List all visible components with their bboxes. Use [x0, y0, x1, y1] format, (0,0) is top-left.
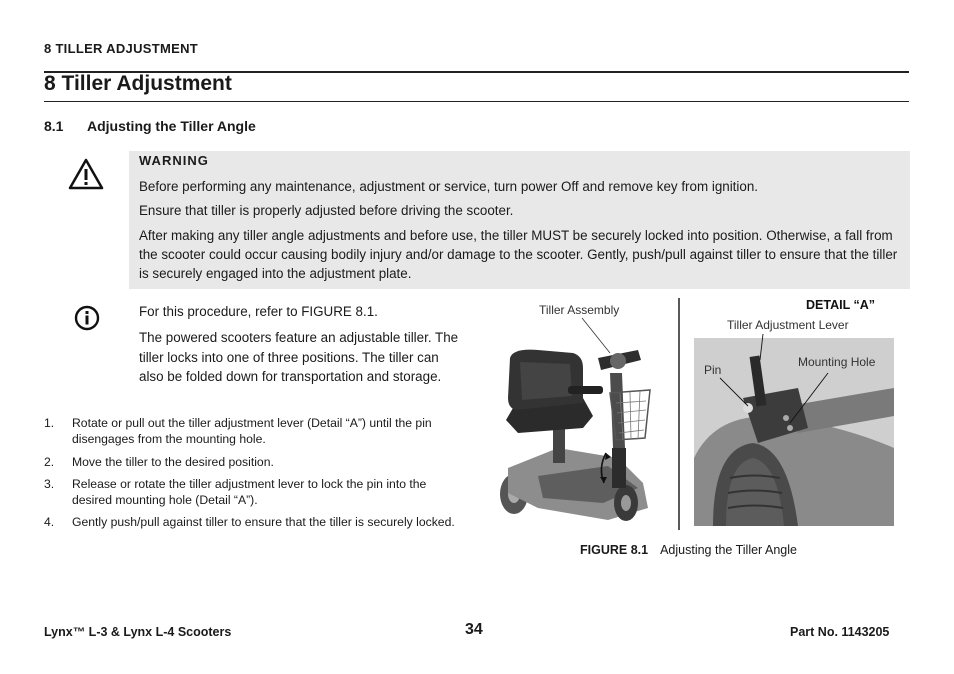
step-number: 2. — [44, 455, 55, 469]
label-detail-a: DETAIL “A” — [806, 298, 875, 312]
footer-page-number: 34 — [465, 621, 483, 638]
step-number: 4. — [44, 515, 55, 529]
warning-paragraph-3: After making any tiller angle adjustments and before use, the tiller MUST be securely locked into position. Otherwise, a fall from the scooter could occur causing bodily injury and/or damage to the scooter. Gently, push/pull against tiller to ensure that the tiller is securely engaged into the adjustment plate. — [139, 228, 898, 281]
label-mounting-hole: Mounting Hole — [798, 355, 876, 369]
label-tiller-assembly: Tiller Assembly — [539, 303, 620, 317]
list-item — [44, 476, 464, 508]
label-pin: Pin — [704, 363, 722, 377]
running-head: 8 TILLER ADJUSTMENT — [44, 41, 199, 56]
figure-caption — [580, 543, 797, 557]
chapter-title: 8 Tiller Adjustment — [44, 72, 232, 95]
label-tiller-adjustment-lever: Tiller Adjustment Lever — [727, 318, 849, 332]
list-item — [44, 415, 464, 447]
section-title-text: Adjusting the Tiller Angle — [87, 118, 256, 134]
step-text: Rotate or pull out the tiller adjustment lever (Detail “A”) until the pin disengages from the mounting hole. — [72, 416, 432, 446]
step-number: 1. — [44, 416, 55, 430]
section-title — [44, 118, 256, 134]
figure-caption-number: FIGURE 8.1 — [580, 543, 649, 557]
step-text: Gently push/pull against tiller to ensure that the tiller is securely locked. — [72, 515, 455, 529]
warning-triangle-icon — [68, 158, 104, 190]
info-circle-icon — [74, 305, 100, 331]
step-text: Release or rotate the tiller adjustment lever to lock the pin into the desired mounting hole (Detail “A”). — [72, 477, 427, 507]
list-item — [44, 514, 464, 546]
scooter-image — [500, 318, 650, 521]
footer-part-number: Part No. 1143205 — [790, 625, 890, 639]
header-rule-bottom — [44, 101, 909, 102]
info-paragraph: The powered scooters feature an adjustable tiller. The tiller locks into one of three positions. The tiller can also be folded down for transportation and storage. — [139, 330, 459, 384]
footer-product-name: Lynx™ L-3 & Lynx L-4 Scooters — [44, 625, 232, 639]
step-number: 3. — [44, 477, 55, 491]
section-number: 8.1 — [44, 118, 64, 134]
warning-paragraph-1: Before performing any maintenance, adjustment or service, turn power Off and remove key from ignition. — [139, 179, 758, 194]
info-reference: For this procedure, refer to FIGURE 8.1. — [139, 304, 378, 319]
step-text: Move the tiller to the desired position. — [72, 455, 274, 469]
figure-caption-text: Adjusting the Tiller Angle — [660, 543, 797, 557]
figure-8-1 — [498, 298, 898, 538]
warning-heading: WARNING — [139, 153, 209, 168]
figure-illustration — [498, 298, 898, 538]
list-item — [44, 454, 464, 470]
warning-paragraph-2: Ensure that tiller is properly adjusted before driving the scooter. — [139, 203, 514, 218]
